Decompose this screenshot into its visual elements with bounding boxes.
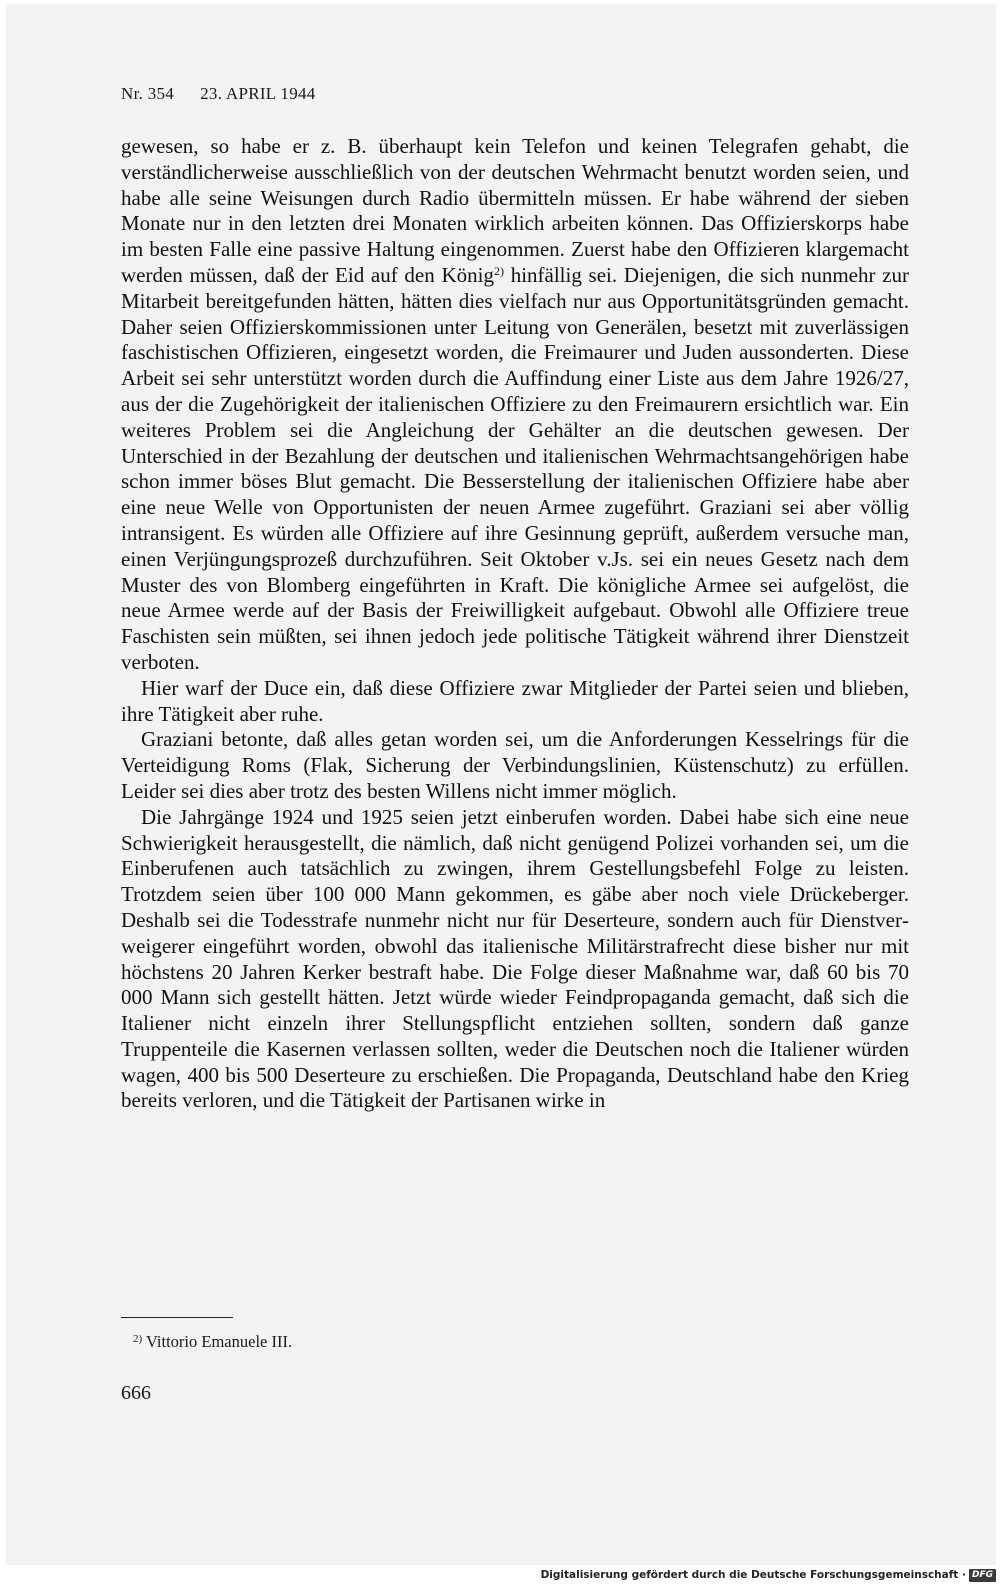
credit-text: Digitalisierung gefördert durch die Deutsche Forschungsgemeinschaft · xyxy=(540,1569,966,1581)
document-date: 23. APRIL 1944 xyxy=(200,84,316,103)
paragraph-2: Hier warf der Duce ein, daß diese Offiziere zwar Mitglieder der Partei seien und blieben, ihre Tätigkeit aber ruhe. xyxy=(121,675,909,726)
dfg-logo-icon: DFG xyxy=(969,1569,996,1582)
paragraph-1-text: gewesen, so habe er z. B. überhaupt kein Telefon und keinen Telegrafen gehabt, die verständlicherweise ausschließlich von der deutschen Wehrmacht benutzt worden seien, und habe alle seine Weisungen durch Radio übermitteln müssen. Er habe während der sieben Monate nur in den letzten drei Monaten wirklich arbeiten können. Das Offizierskorps habe im besten Falle eine passive Haltung eingenommen. Zuerst habe den Offizieren klargemacht werden müssen, daß der Eid auf den König xyxy=(121,134,909,287)
page-number: 666 xyxy=(121,1382,151,1404)
running-head xyxy=(121,84,316,104)
paragraph-4: Die Jahrgänge 1924 und 1925 seien jetzt einberufen worden. Dabei habe sich eine neue Schwierigkeit herausgestellt, die nämlich, daß nicht genügend Polizei vorhanden sei, um die Einberufenen auch tatsächlich zu zwingen, ihrem Gestellungsbefehl Folge zu leisten. Trotzdem seien über 100 000 Mann gekommen, es gäbe aber noch viele Drückeberger. Deshalb sei die Todesstrafe nunmehr nicht nur für Deserteure, sondern auch für Dienstverweigerer eingeführt worden, obwohl das italienische Militärstrafrecht diese bisher nur mit höchstens 20 Jahren Kerker bestraft habe. Die Folge dieser Maßnahme war, daß 60 bis 70 000 Mann sich gestellt hätten. Jetzt würde wieder Feindpropaganda gemacht, daß sich die Italiener nicht einzeln ihrer Stellungspflicht entziehen sollten, sondern daß ganze Truppenteile die Kasernen verlassen sollten, weder die Deutschen noch die Italiener würden wagen, 400 bis 500 Deserteure zu erschießen. Die Propaganda, Deutschland habe den Krieg bereits verloren, und die Tätigkeit der Partisanen wirke in xyxy=(121,804,909,1113)
footnote xyxy=(133,1332,292,1352)
paragraph-1-continuation: hinfällig sei. Diejenigen, die sich nunmehr zur Mitarbeit bereitgefunden hätten, hätten dies vielfach nur aus Opportunitätsgründen gemacht. Daher seien Offizierskommissionen unter Leitung von Generälen, besetzt mit zuverlässigen faschistischen Offizieren, eingesetzt worden, die Freimaurer und Juden aussonderten. Diese Arbeit sei sehr unterstützt worden durch die Auffindung einer Liste aus dem Jahre 1926/27, aus der die Zugehörigkeit der italienischen Offiziere zu den Freimaurern ersichtlich war. Ein weiteres Problem sei die Angleichung der Gehälter an die deutschen gewesen. Der Unterschied in der Bezahlung der deutschen und italienischen Wehrmachtsangehörigen habe schon immer böses Blut gemacht. Die Besserstellung der italienischen Offiziere habe aber eine neue Welle von Opportunisten der neuen Armee zugeführt. Graziani sei aber völlig intransigent. Es würden alle Offiziere auf ihre Gesinnung geprüft, außerdem versuche man, einen Verjüngungsprozeß durchzuführen. Seit Oktober v.Js. sei ein neues Gesetz nach dem Muster des von Blomberg eingeführten in Kraft. Die königliche Armee sei aufgelöst, die neue Armee werde auf der Basis der Freiwilligkeit aufgebaut. Obwohl alle Offiziere treue Faschisten sein müßten, sei ihnen jedoch jede politische Tätigkeit während ihrer Dienstzeit verboten. xyxy=(121,262,910,674)
document-number: Nr. 354 xyxy=(121,84,175,103)
paragraph-3: Graziani betonte, daß alles getan worden sei, um die Anforderungen Kesselrings für die Verteidigung Roms (Flak, Sicherung der Verbindungslinien, Küstenschutz) zu erfüllen. Leider sei dies aber trotz des besten Willens nicht immer möglich. xyxy=(121,727,909,803)
footnote-divider xyxy=(121,1317,233,1318)
footnote-reference: 2) xyxy=(493,263,504,278)
digitization-credit xyxy=(541,1567,996,1583)
paragraph-1 xyxy=(121,134,909,676)
footnote-marker: 2) xyxy=(133,1333,143,1345)
body-text xyxy=(121,134,909,1114)
footnote-text: Vittorio Emanuele III. xyxy=(146,1332,293,1351)
